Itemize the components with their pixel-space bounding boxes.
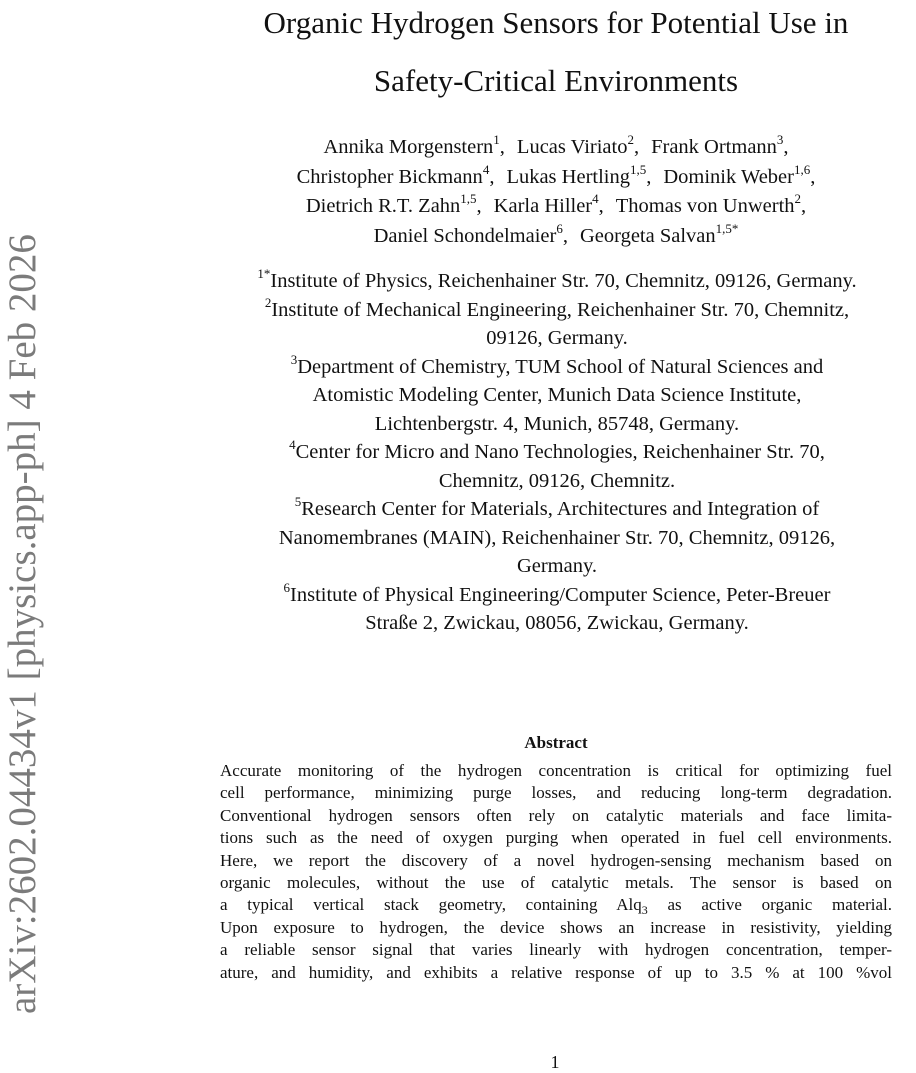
author-row: Annika Morgenstern$^1$, Lucas Viriato$^2$, Frank Ortmann$^3$,	[323, 132, 789, 158]
paper-title	[200, 0, 912, 110]
author: Thomas von Unwerth$^2$	[615, 191, 802, 217]
author: Karla Hiller$^4$	[493, 191, 599, 217]
abstract-body	[220, 760, 892, 984]
affiliation: $^3$Department of Chemistry, TUM School of Natural Sciences and Atomistic Modeling Center, Munich Data Science Institute, Lichtenbergstr. 4, Munich, 85748, Germany.	[290, 351, 824, 435]
author-list	[200, 133, 912, 251]
author: Daniel Schondelmaier$^6$	[373, 220, 563, 247]
abstract-heading: Abstract	[524, 733, 588, 752]
affiliation: $^6$Institute of Physical Engineering/Computer Science, Peter-Breuer Straße 2, Zwickau, 08056, Zwickau, Germany.	[283, 579, 831, 634]
author-row: Dietrich R.T. Zahn$^{1,5}$, Karla Hiller$^4$, Thomas von Unwerth$^2$,	[305, 191, 807, 217]
title-line-1: Organic Hydrogen Sensors for Potential Use in	[263, 5, 849, 40]
abstract-line: Accurate monitoring of the hydrogen concentration is critical for optimizing fuel	[220, 761, 892, 780]
abstract-line: tions such as the need of oxygen purging when operated in fuel cell environments.	[220, 828, 892, 848]
author: Annika Morgenstern$^1$	[323, 132, 500, 158]
abstract-line: a reliable sensor signal that varies linearly with hydrogen concentration, temper-	[220, 940, 892, 960]
author: Georgeta Salvan$^{1,5*}$	[579, 220, 739, 247]
abstract-line: Upon exposure to hydrogen, the device shows an increase in resistivity, yielding	[220, 917, 892, 937]
affiliation-list	[200, 267, 914, 638]
author: Lucas Viriato$^2$	[516, 132, 634, 158]
arxiv-side-label: arXiv:2602.04434v1 [physics.app-ph] 4 Feb 2026	[1, 234, 44, 1014]
affiliation: $^5$Research Center for Materials, Architectures and Integration of Nanomembranes (MAIN), Reichenhainer Str. 70, Chemnitz, 09126, Germany.	[278, 494, 836, 577]
abstract-line: Conventional hydrogen sensors often rely on catalytic materials and face limita-	[220, 805, 892, 825]
affiliation: $^{1*}$Institute of Physics, Reichenhainer Str. 70, Chemnitz, 09126, Germany.	[257, 266, 857, 292]
affiliation: $^2$Institute of Mechanical Engineering, Reichenhainer Str. 70, Chemnitz, 09126, Germany.	[264, 294, 850, 349]
abstract-line: ature, and humidity, and exhibits a relative response of up to 3.5 % at 100 %vol	[220, 962, 892, 982]
author: Lukas Hertling$^{1,5}$	[506, 161, 647, 188]
abstract-line: cell performance, minimizing purge losses, and reducing long-term degradation.	[220, 783, 892, 803]
title-line-2: Safety-Critical Environments	[373, 63, 739, 98]
abstract-line: a typical vertical stack geometry, containing Alq$_3$ as active organic material.	[220, 895, 892, 918]
abstract-line: Here, we report the discovery of a novel hydrogen-sensing mechanism based on	[220, 850, 892, 870]
author-row: Christopher Bickmann$^4$, Lukas Hertling$^{1,5}$, Dominik Weber$^{1,6}$,	[296, 161, 816, 188]
author: Dietrich R.T. Zahn$^{1,5}$	[305, 191, 477, 217]
abstract-line: organic molecules, without the use of catalytic metals. The sensor is based on	[220, 873, 892, 893]
affiliation: $^4$Center for Micro and Nano Technologies, Reichenhainer Str. 70, Chemnitz, 09126, Chemnitz.	[289, 437, 825, 492]
page-number: 1	[550, 1052, 560, 1072]
author: Dominik Weber$^{1,6}$	[663, 161, 811, 188]
author: Frank Ortmann$^3$	[651, 132, 784, 158]
author-row: Daniel Schondelmaier$^6$, Georgeta Salvan$^{1,5*}$	[373, 220, 739, 247]
author: Christopher Bickmann$^4$	[296, 161, 490, 188]
